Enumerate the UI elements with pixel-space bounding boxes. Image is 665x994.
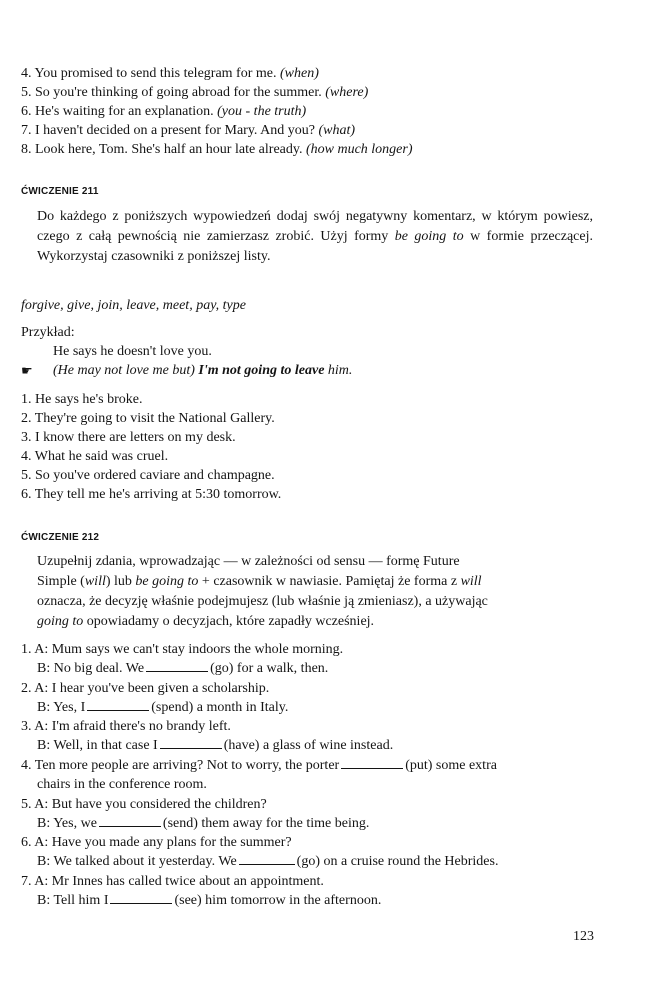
example-sentence: He says he doesn't love you. [53, 344, 212, 359]
page-number: 123 [573, 929, 594, 944]
list-item-response: B: Well, in that case I (have) a glass of wine instead. [37, 738, 394, 753]
list-item: 4. Ten more people are arriving? Not to worry, the porter (put) some extra [21, 758, 497, 773]
answer-blank[interactable] [160, 737, 222, 749]
pointing-hand-icon: ☛ [21, 363, 33, 378]
exercise-212-instruction-line-2: Simple (will) lub be going to + czasownik w nawiasie. Pamiętaj że forma z will [37, 574, 482, 589]
answer-blank[interactable] [110, 892, 172, 904]
example-label: Przykład: [21, 325, 75, 340]
list-item: 5. A: But have you considered the children? [21, 797, 267, 812]
exercise-212-instruction-line-4: going to opowiadamy o decyzjach, które zapadły wcześniej. [37, 614, 375, 629]
list-item: 8. Look here, Tom. She's half an hour late already. (how much longer) [21, 142, 413, 157]
list-item-response: B: We talked about it yesterday. We (go) on a cruise round the Hebrides. [37, 854, 499, 869]
list-item: 3. A: I'm afraid there's no brandy left. [21, 719, 231, 734]
list-item: 6. He's waiting for an explanation. (you - the truth) [21, 104, 307, 119]
answer-blank[interactable] [239, 853, 295, 865]
list-item-response: B: Yes, I (spend) a month in Italy. [37, 700, 289, 715]
list-item-response: B: Tell him I (see) him tomorrow in the afternoon. [37, 893, 382, 908]
example-answer: (He may not love me but) I'm not going to leave him. [53, 363, 353, 378]
list-item: 2. They're going to visit the National Gallery. [21, 411, 275, 426]
list-item: 1. A: Mum says we can't stay indoors the whole morning. [21, 642, 344, 657]
list-item: 4. What he said was cruel. [21, 449, 169, 464]
list-item: 5. So you've ordered caviare and champagne. [21, 468, 275, 483]
answer-blank[interactable] [99, 815, 161, 827]
answer-blank[interactable] [341, 757, 403, 769]
list-item: 4. You promised to send this telegram for me. (when) [21, 66, 319, 81]
answer-blank[interactable] [146, 660, 208, 672]
list-item: 7. A: Mr Innes has called twice about an appointment. [21, 874, 324, 889]
exercise-211-heading: ĆWICZENIE 211 [21, 186, 99, 197]
list-item-response: B: No big deal. We (go) for a walk, then. [37, 661, 329, 676]
list-item: 6. They tell me he's arriving at 5:30 tomorrow. [21, 487, 282, 502]
list-item: 7. I haven't decided on a present for Mary. And you? (what) [21, 123, 356, 138]
list-item: 3. I know there are letters on my desk. [21, 430, 236, 445]
list-item: 1. He says he's broke. [21, 392, 143, 407]
exercise-212-heading: ĆWICZENIE 212 [21, 532, 100, 543]
exercise-212-instruction-line-1: Uzupełnij zdania, wprowadzając — w zależności od sensu — formę Future [37, 554, 460, 569]
exercise-211-instruction: Do każdego z poniższych wypowiedzeń dodaj swój negatywny komentarz, w którym powiesz, czego z całą pewnością nie zamierzasz zrobić. Użyj formy be going to w formie przeczącej. Wykorzystaj czasowniki z poniższej listy. [37, 209, 593, 264]
list-item: 5. So you're thinking of going abroad for the summer. (where) [21, 85, 369, 100]
exercise-212-instruction-line-3: oznacza, że decyzję właśnie podejmujesz (lub właśnie ją zmieniasz), a używając [37, 594, 488, 609]
verb-list: forgive, give, join, leave, meet, pay, type [21, 298, 246, 313]
answer-blank[interactable] [87, 699, 149, 711]
list-item: 2. A: I hear you've been given a scholarship. [21, 681, 270, 696]
list-item-continued: chairs in the conference room. [37, 777, 207, 792]
list-item: 6. A: Have you made any plans for the summer? [21, 835, 292, 850]
list-item-response: B: Yes, we (send) them away for the time being. [37, 816, 370, 831]
